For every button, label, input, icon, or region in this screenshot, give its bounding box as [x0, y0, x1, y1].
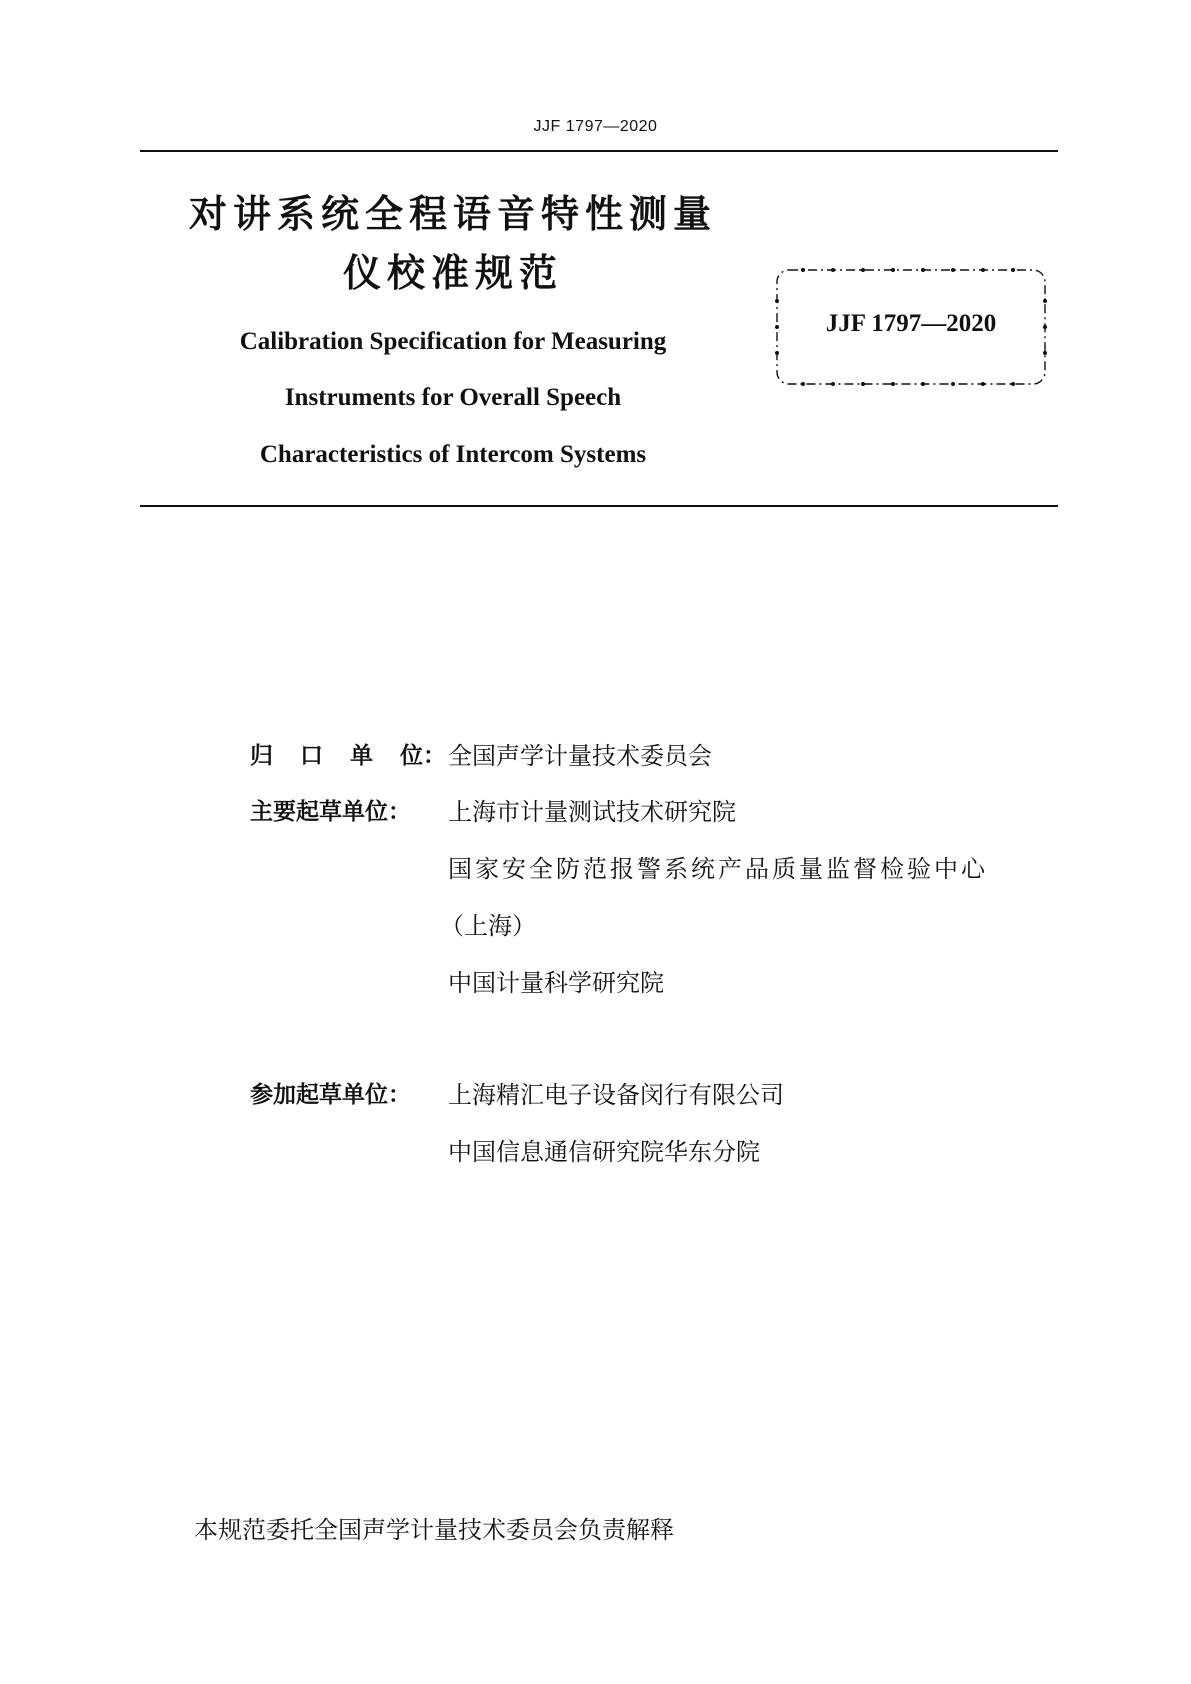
title-en-line1: Calibration Specification for Measuring [239, 328, 667, 355]
code-box [773, 266, 1049, 388]
participating-label: 参加起草单位： [250, 1082, 411, 1108]
main-drafting-value-3: （上海） [440, 912, 536, 940]
main-drafting-label: 主要起草单位： [250, 799, 411, 825]
footer-note: 本规范委托全国声学计量技术委员会负责解释 [194, 1516, 674, 1544]
participating-value-1: 上海精汇电子设备闵行有限公司 [448, 1081, 784, 1109]
running-header [0, 118, 1191, 136]
title-en-line3: Characteristics of Intercom Systems [259, 441, 647, 468]
title-en-line2: Instruments for Overall Speech [284, 384, 622, 411]
code-box-text: JJF 1797—2020 [825, 310, 997, 337]
top-rule [140, 150, 1058, 152]
title-cn-line1: 对讲系统全程语音特性测量 [188, 192, 717, 236]
participating-value-2: 中国信息通信研究院华东分院 [448, 1138, 760, 1166]
running-header-code: JJF 1797—2020 [533, 118, 658, 135]
main-drafting-value-2: 国家安全防范报警系统产品质量监督检验中心 [448, 855, 988, 883]
bottom-rule [140, 505, 1058, 507]
main-drafting-value-1: 上海市计量测试技术研究院 [448, 798, 736, 826]
title-cn-line2: 仪校准规范 [342, 251, 563, 295]
responsible-label: 归 口 单 位： [250, 743, 446, 769]
responsible-value: 全国声学计量技术委员会 [448, 742, 712, 770]
main-drafting-value-4: 中国计量科学研究院 [448, 969, 664, 997]
